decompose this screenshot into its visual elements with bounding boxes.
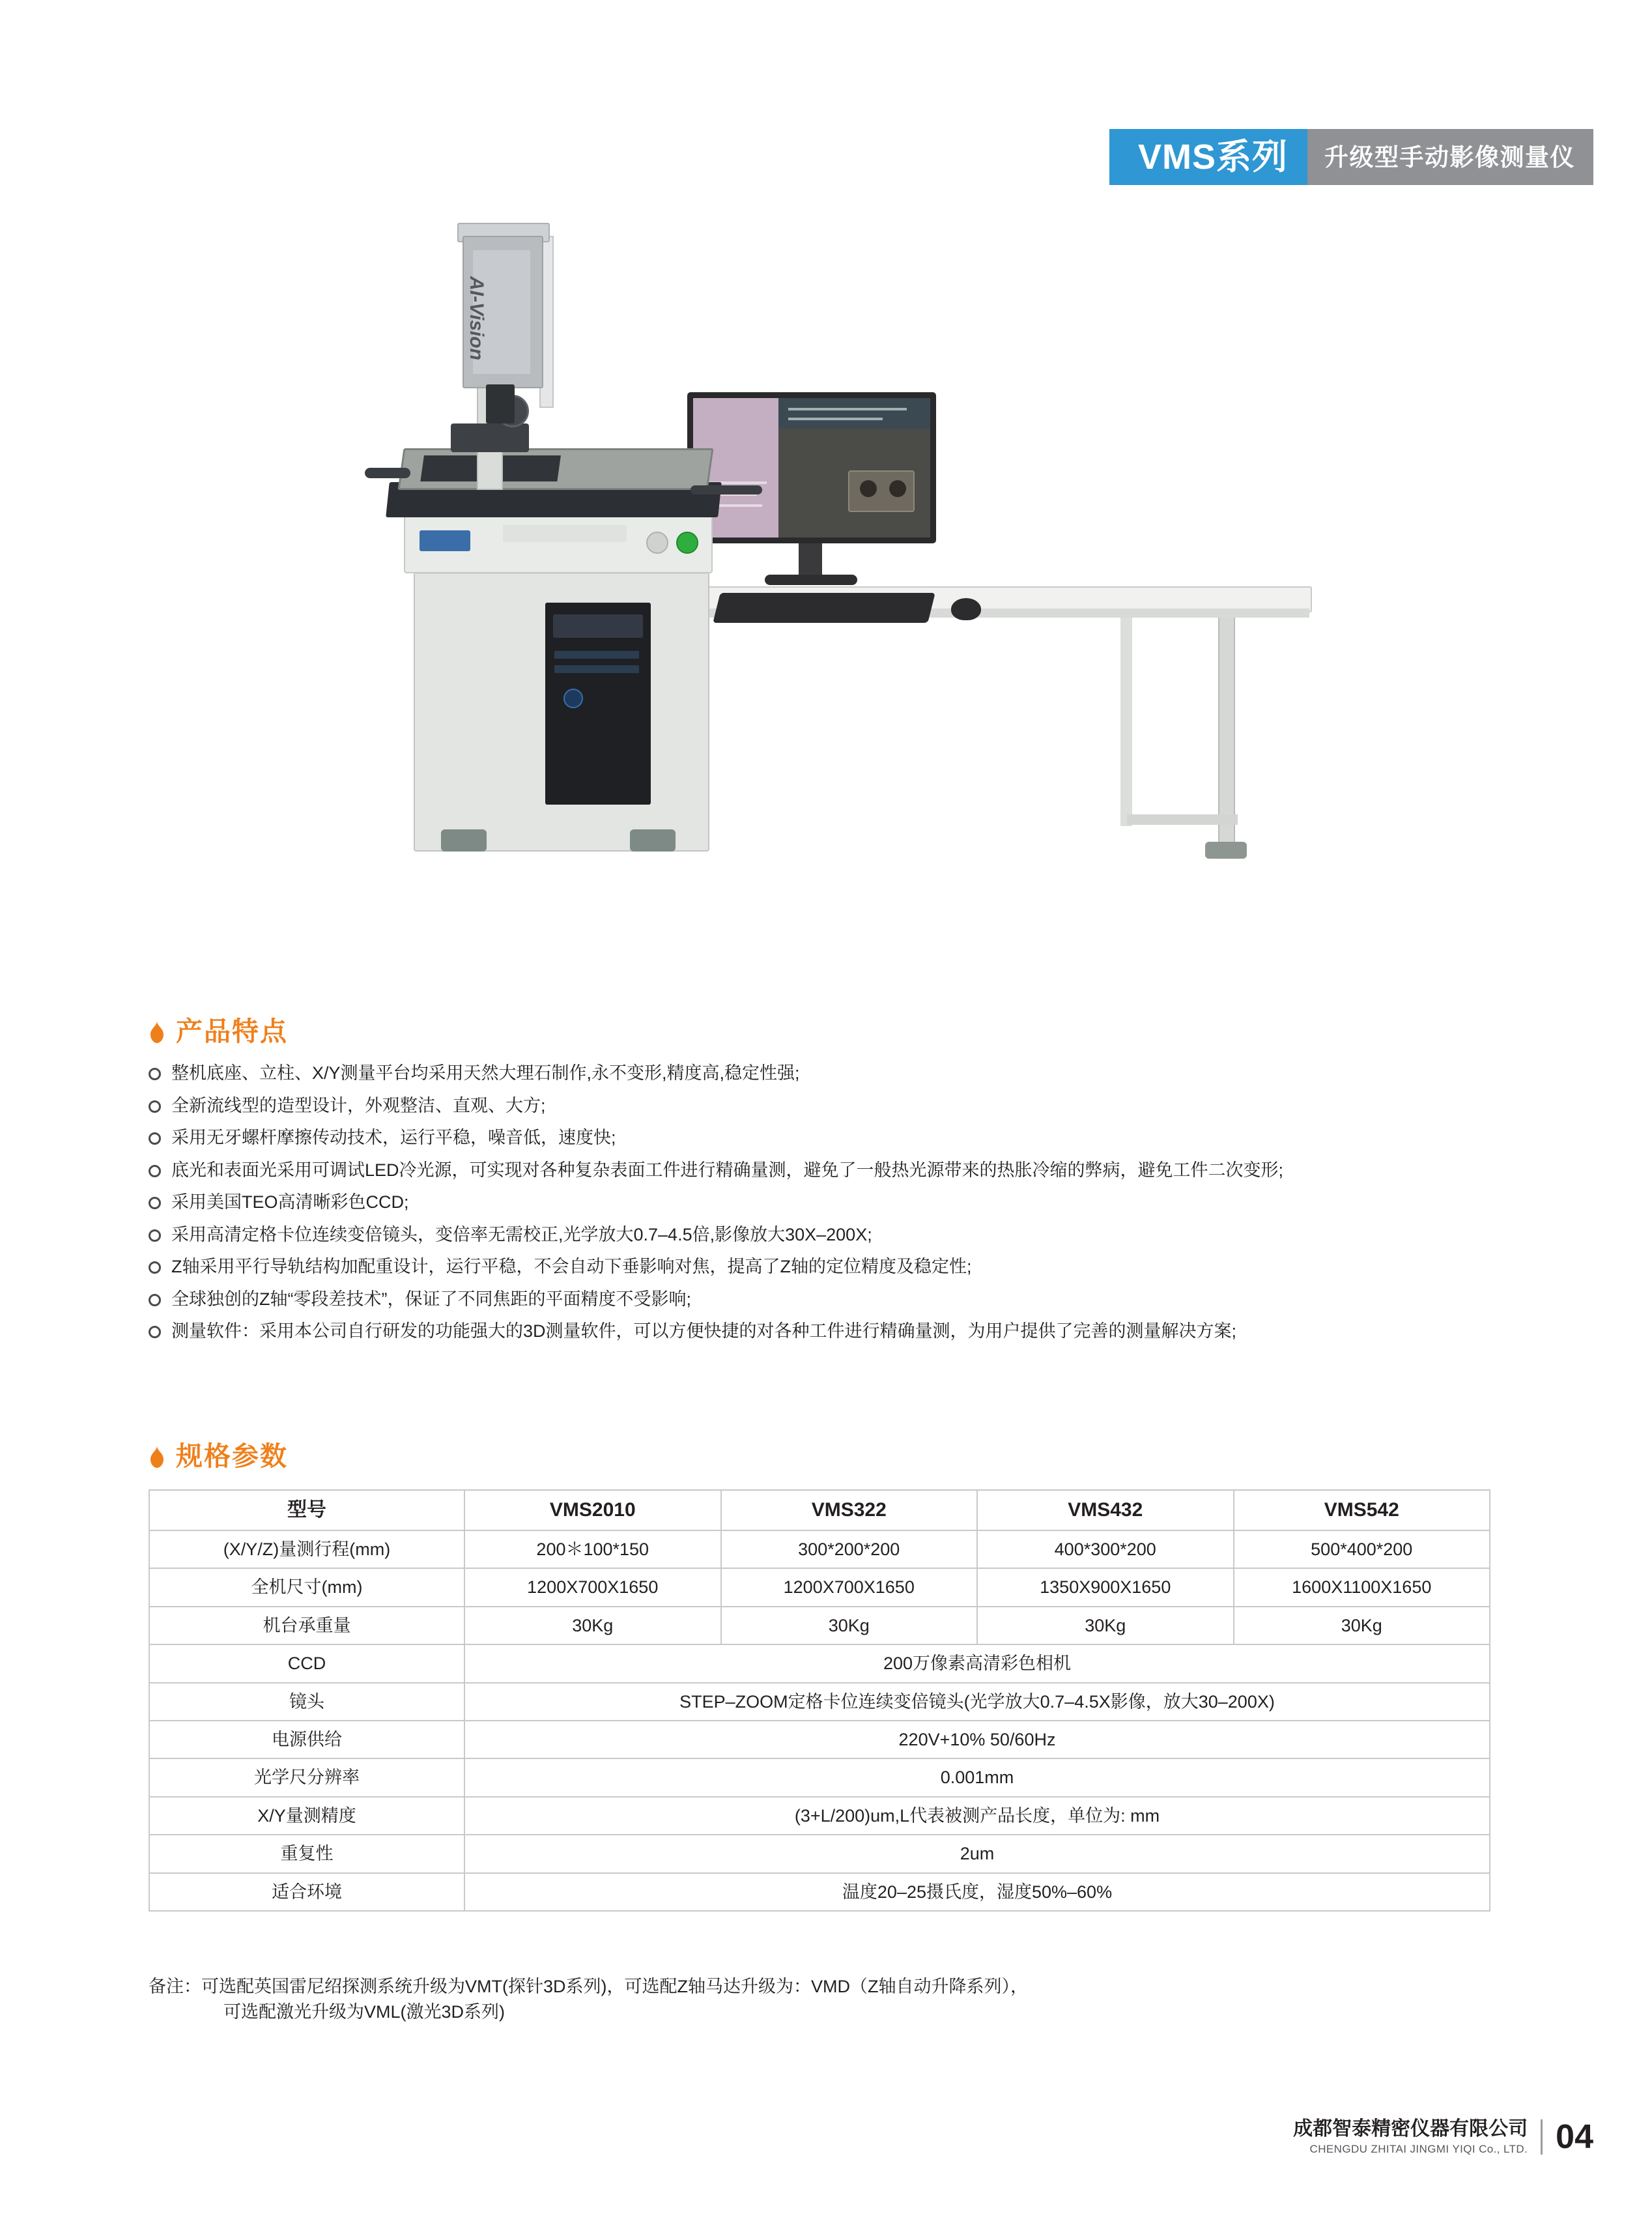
page-subtitle: 升级型手动影像测量仪 bbox=[1324, 143, 1575, 171]
table-row bbox=[149, 1568, 1490, 1606]
model-label-plate bbox=[503, 525, 627, 542]
bullet-icon bbox=[149, 1197, 161, 1209]
cell-value: 30Kg bbox=[464, 1607, 721, 1644]
row-label: 镜头 bbox=[149, 1683, 464, 1721]
specs-title: 规格参数 bbox=[176, 1441, 288, 1471]
lens-tube bbox=[486, 384, 515, 423]
sample-image bbox=[848, 470, 915, 512]
header-title-band bbox=[1109, 129, 1307, 185]
cell-value: 1200X700X1650 bbox=[721, 1568, 978, 1606]
row-label: (X/Y/Z)量测行程(mm) bbox=[149, 1530, 464, 1568]
desk-crossbar bbox=[1127, 814, 1238, 825]
cell-value: 2um bbox=[464, 1835, 1490, 1872]
toolbar-line-1 bbox=[788, 408, 907, 410]
header-subtitle-band bbox=[1307, 129, 1593, 185]
column-header: VMS2010 bbox=[464, 1490, 721, 1530]
feature-text: 底光和表面光采用可调试LED冷光源，可实现对各种复杂表面工件进行精确量测，避免了一般热光源带来的热胀冷缩的弊病，避免工件二次变形; bbox=[171, 1160, 1284, 1180]
cell-value: 200＊100*150 bbox=[464, 1530, 721, 1568]
stage-handle-right bbox=[691, 485, 762, 494]
row-label: 机台承重量 bbox=[149, 1607, 464, 1644]
cabinet-foot-left bbox=[441, 829, 487, 852]
pc-drive-bay bbox=[553, 614, 643, 638]
company-name-en: CHENGDU ZHITAI JINGMI YIQI Co., LTD. bbox=[1309, 2143, 1528, 2155]
software-toolbar bbox=[778, 398, 930, 429]
cell-value: STEP–ZOOM定格卡位连续变倍镜头(光学放大0.7–4.5X影像，放大30–200X) bbox=[464, 1683, 1490, 1721]
specifications-section bbox=[149, 1443, 1530, 1912]
list-item bbox=[149, 1191, 1530, 1214]
cell-value: 400*300*200 bbox=[977, 1530, 1234, 1568]
table-row bbox=[149, 1607, 1490, 1644]
row-label: 适合环境 bbox=[149, 1873, 464, 1911]
column-header: 型号 bbox=[149, 1490, 464, 1530]
specs-heading bbox=[149, 1443, 1530, 1470]
table-row bbox=[149, 1797, 1490, 1835]
row-label: 重复性 bbox=[149, 1835, 464, 1872]
features-title: 产品特点 bbox=[176, 1016, 288, 1046]
pc-indicator-bar-2 bbox=[554, 665, 639, 673]
column-header: VMS542 bbox=[1234, 1490, 1490, 1530]
cell-value: 温度20–25摄氏度，湿度50%–60% bbox=[464, 1873, 1490, 1911]
pc-tower bbox=[545, 603, 651, 805]
keyboard bbox=[713, 593, 935, 623]
features-section bbox=[149, 1018, 1530, 1353]
monitor bbox=[687, 392, 936, 543]
monitor-neck bbox=[799, 543, 822, 577]
list-item bbox=[149, 1095, 1530, 1117]
cell-value: 1200X700X1650 bbox=[464, 1568, 721, 1606]
table-row bbox=[149, 1758, 1490, 1796]
bullet-icon bbox=[149, 1326, 161, 1338]
footer-company bbox=[1293, 2117, 1528, 2156]
toolbar-line-2 bbox=[788, 418, 883, 420]
row-label: 全机尺寸(mm) bbox=[149, 1568, 464, 1606]
monitor-screen bbox=[693, 398, 930, 538]
features-heading bbox=[149, 1018, 1530, 1045]
flame-icon bbox=[149, 1446, 165, 1468]
table-row bbox=[149, 1721, 1490, 1758]
list-item bbox=[149, 1320, 1530, 1343]
z-axis-head bbox=[451, 423, 529, 452]
cell-value: 30Kg bbox=[1234, 1607, 1490, 1644]
row-label: 电源供给 bbox=[149, 1721, 464, 1758]
list-item bbox=[149, 1126, 1530, 1149]
optics-face-panel bbox=[466, 250, 530, 374]
feature-text: Z轴采用平行导轨结构加配重设计，运行平稳，不会自动下垂影响对焦，提高了Z轴的定位精度及稳定性; bbox=[171, 1257, 972, 1277]
cell-value: 1600X1100X1650 bbox=[1234, 1568, 1490, 1606]
pc-power-button bbox=[563, 689, 583, 708]
cell-value: 300*200*200 bbox=[721, 1530, 978, 1568]
mouse bbox=[951, 598, 981, 620]
software-viewport bbox=[778, 429, 930, 538]
header-banner bbox=[1109, 129, 1593, 185]
cell-value: 30Kg bbox=[721, 1607, 978, 1644]
row-label: CCD bbox=[149, 1644, 464, 1682]
bullet-icon bbox=[149, 1132, 161, 1145]
list-item bbox=[149, 1062, 1530, 1085]
product-photo bbox=[352, 208, 1303, 951]
cell-value: 220V+10% 50/60Hz bbox=[464, 1721, 1490, 1758]
spec-table bbox=[149, 1489, 1490, 1912]
page-title: VMS系列 bbox=[1137, 137, 1288, 177]
control-knob-1 bbox=[646, 532, 668, 554]
feature-text: 全新流线型的造型设计，外观整洁、直观、大方; bbox=[171, 1095, 546, 1115]
flame-icon bbox=[149, 1021, 165, 1043]
feature-text: 全球独创的Z轴“零段差技术”，保证了不同焦距的平面精度不受影响; bbox=[171, 1289, 691, 1309]
cell-value: 500*400*200 bbox=[1234, 1530, 1490, 1568]
feature-text: 采用高清定格卡位连续变倍镜头，变倍率无需校正,光学放大0.7–4.5倍,影像放大30X–200X; bbox=[171, 1224, 872, 1244]
column-header: VMS432 bbox=[977, 1490, 1234, 1530]
row-label: 光学尺分辨率 bbox=[149, 1758, 464, 1796]
cell-value: 200万像素高清彩色相机 bbox=[464, 1644, 1490, 1682]
table-header-row bbox=[149, 1490, 1490, 1530]
power-indicator bbox=[676, 532, 698, 554]
feature-text: 测量软件：采用本公司自行研发的功能强大的3D测量软件，可以方便快捷的对各种工件进行精确量测，为用户提供了完善的测量解决方案; bbox=[171, 1321, 1237, 1341]
footer-divider bbox=[1541, 2119, 1543, 2155]
list-item bbox=[149, 1288, 1530, 1311]
table-row bbox=[149, 1530, 1490, 1568]
bullet-icon bbox=[149, 1261, 161, 1274]
cell-value: 30Kg bbox=[977, 1607, 1234, 1644]
list-item bbox=[149, 1255, 1530, 1278]
desk-leg-outer bbox=[1218, 618, 1235, 846]
machine-base bbox=[404, 515, 713, 573]
machine-brand-label: AI-Vision bbox=[466, 276, 487, 360]
bullet-icon bbox=[149, 1229, 161, 1242]
spec-table-wrap bbox=[149, 1489, 1530, 1912]
monitor-base bbox=[765, 575, 857, 585]
note-line-1: 备注：可选配英国雷尼绍探测系统升级为VMT(探针3D系列)，可选配Z轴马达升级为：VMD（Z轴自动升降系列）， bbox=[149, 1977, 1028, 1996]
page-footer bbox=[1293, 2117, 1593, 2156]
list-item bbox=[149, 1159, 1530, 1182]
bullet-icon bbox=[149, 1100, 161, 1113]
feature-text: 整机底座、立柱、X/Y测量平台均采用天然大理石制作,永不变形,精度高,稳定性强; bbox=[171, 1063, 800, 1083]
brand-plate bbox=[420, 530, 470, 551]
company-name-cn: 成都智泰精密仪器有限公司 bbox=[1293, 2118, 1528, 2140]
table-row bbox=[149, 1683, 1490, 1721]
bullet-icon bbox=[149, 1294, 161, 1306]
table-row bbox=[149, 1644, 1490, 1682]
cabinet-foot-right bbox=[630, 829, 676, 852]
cell-value: 0.001mm bbox=[464, 1758, 1490, 1796]
feature-text: 采用无牙螺杆摩擦传动技术，运行平稳，噪音低，速度快; bbox=[171, 1128, 616, 1148]
sample-hole-left bbox=[860, 480, 877, 497]
table-row bbox=[149, 1835, 1490, 1872]
sample-hole-right bbox=[889, 480, 906, 497]
note-line-2: 可选配激光升级为VML(激光3D系列) bbox=[223, 2002, 506, 2022]
note-block bbox=[149, 1974, 1517, 2025]
machine-cabinet bbox=[414, 569, 709, 852]
feature-text: 采用美国TEO高清晰彩色CCD; bbox=[171, 1192, 409, 1212]
column-header: VMS322 bbox=[721, 1490, 978, 1530]
optics-housing bbox=[463, 236, 543, 388]
row-label: X/Y量测精度 bbox=[149, 1797, 464, 1835]
cell-value: (3+L/200)um,L代表被测产品长度，单位为: mm bbox=[464, 1797, 1490, 1835]
xy-measuring-stage bbox=[398, 448, 714, 490]
stage-handle-left bbox=[365, 468, 410, 478]
bullet-icon bbox=[149, 1068, 161, 1080]
desk-foot bbox=[1205, 842, 1247, 859]
list-item bbox=[149, 1224, 1530, 1246]
feature-list bbox=[149, 1062, 1530, 1343]
pc-indicator-bar-1 bbox=[554, 651, 639, 659]
page-number: 04 bbox=[1556, 2117, 1593, 2156]
bullet-icon bbox=[149, 1165, 161, 1177]
table-row bbox=[149, 1873, 1490, 1911]
desk-leg-inner bbox=[1120, 618, 1132, 826]
cell-value: 1350X900X1650 bbox=[977, 1568, 1234, 1606]
